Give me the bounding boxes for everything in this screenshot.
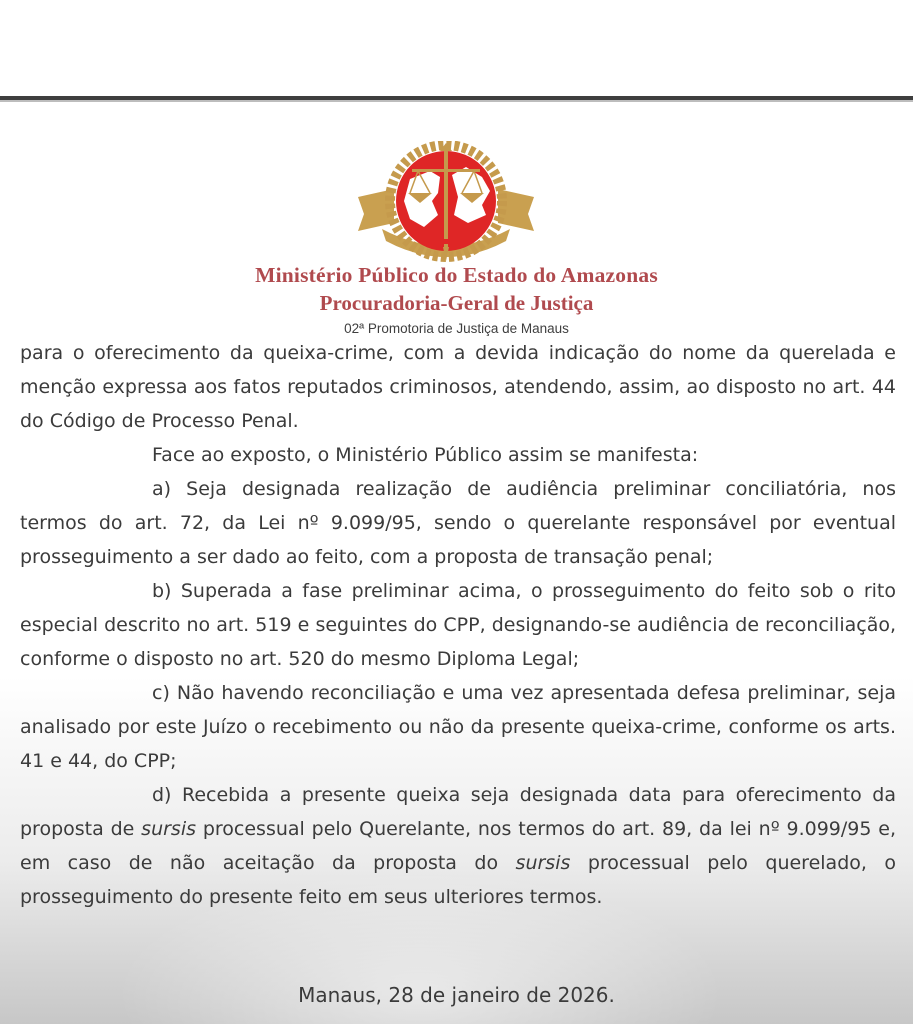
mp-amazonas-seal-icon [354, 141, 538, 277]
paragraph: Face ao exposto, o Ministério Público assim se manifesta: [152, 444, 699, 466]
document-body [20, 336, 896, 914]
org-title: Ministério Público do Estado do Amazonas [255, 263, 658, 287]
department-title: 02ª Promotoria de Justiça de Manaus [344, 321, 569, 336]
paragraph: a) Seja designada realização de audiência preliminar conciliatória, nos termos do art. 72, da Lei nº 9.099/95, sendo o querelante responsável por eventual prosseguimento a ser dado ao feito, com a proposta de transação penal; [20, 478, 896, 568]
paragraph: d) Recebida a presente queixa seja designada data para oferecimento da proposta de sursis processual pelo Querelante, nos termos do art. 89, da lei nº 9.099/95 e, em caso de não aceitação da proposta do sursis processual pelo querelado, o prosseguimento do presente feito em seus ulteriores termos. [20, 784, 897, 908]
paragraph: c) Não havendo reconciliação e uma vez apresentada defesa preliminar, seja analisado por este Juízo o recebimento ou não da presente queixa-crime, conforme os arts. 41 e 44, do CPP; [20, 682, 896, 772]
paragraph: para o oferecimento da queixa-crime, com a devida indicação do nome da querelada e menção expressa aos fatos reputados criminosos, atendendo, assim, ao disposto no art. 44 do Código de Processo Penal. [20, 342, 896, 432]
division-title: Procuradoria-Geral de Justiça [319, 291, 594, 315]
top-rule-divider [0, 96, 913, 102]
paragraph: b) Superada a fase preliminar acima, o prosseguimento do feito sob o rito especial descrito no art. 519 e seguintes do CPP, designando-se audiência de reconciliação, conforme o disposto no art. 520 do mesmo Diploma Legal; [20, 580, 896, 670]
dateline: Manaus, 28 de janeiro de 2026. [298, 983, 615, 1007]
